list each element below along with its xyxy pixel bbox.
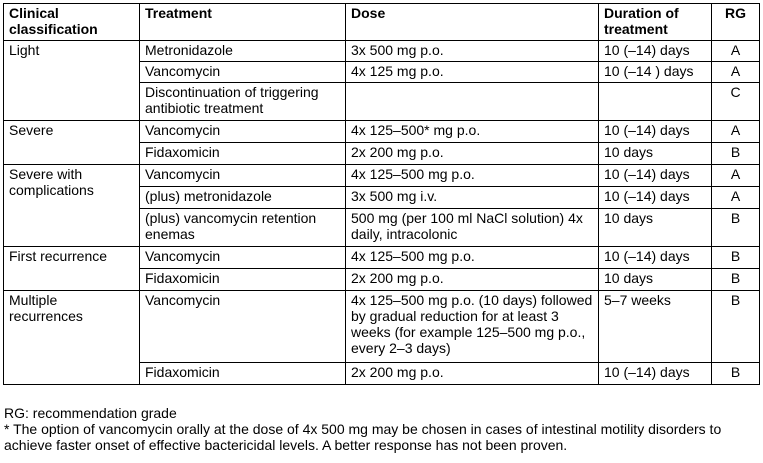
header-duration: Duration of treatment: [599, 4, 712, 41]
duration-cell: 10 days: [599, 143, 712, 165]
rg-cell: B: [712, 269, 760, 291]
classification-cell: Multiple recurrences: [4, 291, 140, 385]
duration-cell: 10 (–14) days: [599, 121, 712, 143]
rg-cell: B: [712, 143, 760, 165]
treatment-cell: Vancomycin: [140, 165, 346, 187]
dose-cell: 3x 500 mg p.o.: [346, 41, 599, 62]
duration-cell: 10 (–14) days: [599, 165, 712, 187]
duration-cell: 10 (–14) days: [599, 247, 712, 269]
treatment-cell: Vancomycin: [140, 62, 346, 83]
rg-cell: B: [712, 363, 760, 385]
header-dose: Dose: [346, 4, 599, 41]
rg-cell: A: [712, 121, 760, 143]
duration-cell: 5–7 weeks: [599, 291, 712, 363]
table-row: [4, 291, 760, 363]
rg-cell: A: [712, 62, 760, 83]
dose-cell: 3x 500 mg i.v.: [346, 187, 599, 209]
rg-cell: A: [712, 187, 760, 209]
dose-cell: 2x 200 mg p.o.: [346, 269, 599, 291]
rg-cell: A: [712, 165, 760, 187]
rg-cell: A: [712, 41, 760, 62]
treatment-table: [3, 3, 760, 385]
treatment-cell: (plus) vancomycin retention enemas: [140, 209, 346, 247]
duration-cell: 10 days: [599, 209, 712, 247]
rg-cell: B: [712, 209, 760, 247]
table-row: [4, 121, 760, 143]
rg-cell: B: [712, 291, 760, 363]
classification-cell: Severe: [4, 121, 140, 165]
treatment-cell: Metronidazole: [140, 41, 346, 62]
rg-legend: RG: recommendation grade: [4, 405, 177, 421]
table-row: [4, 41, 760, 62]
footnote: * The option of vancomycin orally at the dose of 4x 500 mg may be chosen in cases of intestinal motility disorders to achieve faster onset of effective bactericidal levels. A better response has not been proven.: [4, 421, 722, 453]
classification-cell: Light: [4, 41, 140, 121]
table-row: [4, 165, 760, 187]
classification-cell: First recurrence: [4, 247, 140, 291]
dose-cell: 4x 125–500 mg p.o.: [346, 165, 599, 187]
duration-cell: 10 (–14 ) days: [599, 62, 712, 83]
treatment-cell: (plus) metronidazole: [140, 187, 346, 209]
dose-cell: 4x 125–500 mg p.o.: [346, 247, 599, 269]
dose-cell: 4x 125–500* mg p.o.: [346, 121, 599, 143]
header-rg: RG: [712, 4, 760, 41]
dose-cell: 500 mg (per 100 ml NaCl solution) 4x daily, intracolonic: [346, 209, 599, 247]
rg-cell: B: [712, 247, 760, 269]
table-row: [4, 247, 760, 269]
treatment-cell: Fidaxomicin: [140, 363, 346, 385]
duration-cell: 10 days: [599, 269, 712, 291]
dose-cell: 4x 125 mg p.o.: [346, 62, 599, 83]
rg-cell: C: [712, 83, 760, 121]
treatment-cell: Vancomycin: [140, 121, 346, 143]
treatment-cell: Discontinuation of triggering antibiotic treatment: [140, 83, 346, 121]
treatment-cell: Vancomycin: [140, 247, 346, 269]
duration-cell: 10 (–14) days: [599, 363, 712, 385]
treatment-cell: Vancomycin: [140, 291, 346, 363]
header-classification: Clinical classification: [4, 4, 140, 41]
duration-cell: [599, 83, 712, 121]
treatment-cell: Fidaxomicin: [140, 143, 346, 165]
dose-cell: 2x 200 mg p.o.: [346, 143, 599, 165]
dose-cell: 2x 200 mg p.o.: [346, 363, 599, 385]
classification-cell: Severe with complications: [4, 165, 140, 247]
duration-cell: 10 (–14) days: [599, 41, 712, 62]
treatment-cell: Fidaxomicin: [140, 269, 346, 291]
dose-cell: 4x 125–500 mg p.o. (10 days) followed by gradual reduction for at least 3 weeks (for example 125–500 mg p.o., every 2–3 days): [346, 291, 599, 363]
table-notes: [4, 405, 756, 453]
dose-cell: [346, 83, 599, 121]
duration-cell: 10 (–14) days: [599, 187, 712, 209]
header-treatment: Treatment: [140, 4, 346, 41]
header-row: [4, 4, 760, 41]
